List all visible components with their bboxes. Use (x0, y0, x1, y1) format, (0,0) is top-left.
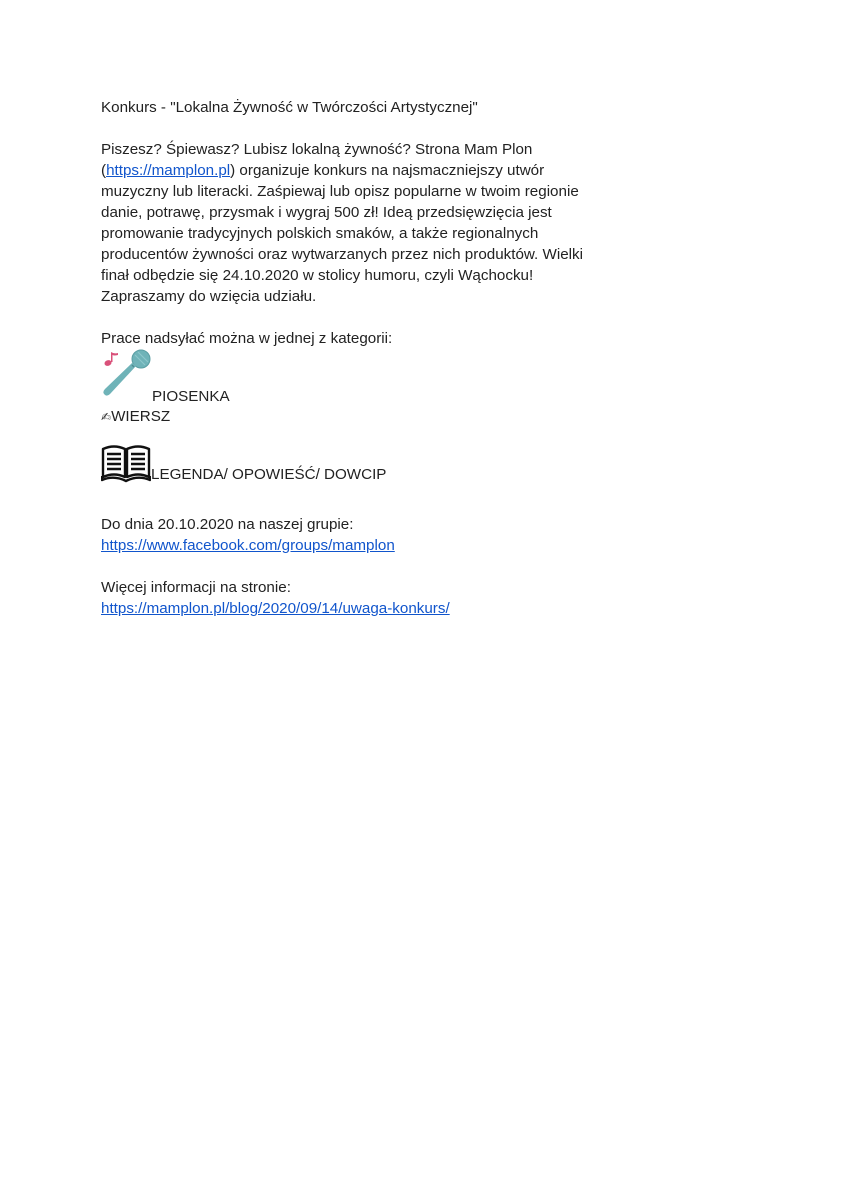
intro-paragraph (101, 139, 621, 307)
spacer (101, 493, 621, 514)
contest-title: Konkurs - "Lokalna Żywność w Twórczości Artystycznej" (101, 99, 478, 116)
intro-line: promowanie tradycyjnych polskich smaków, a także regionalnych (101, 225, 539, 242)
category-legend-label: LEGENDA/ OPOWIEŚĆ/ DOWCIP (151, 466, 387, 483)
categories-intro: Prace nadsyłać można w jednej z kategorii: (101, 330, 393, 347)
open-book-icon (101, 443, 151, 483)
category-song-label: PIOSENKA (152, 388, 230, 405)
category-poem-label: WIERSZ (111, 408, 171, 425)
intro-line: producentów żywności oraz wytwarzanych przez nich produktów. Wielki (101, 246, 583, 263)
microphone-icon (101, 349, 151, 399)
category-song (101, 349, 621, 406)
intro-line (101, 160, 621, 181)
mamplon-link[interactable]: https://mamplon.pl (106, 162, 231, 179)
intro-line: Zapraszamy do wzięcia udziału. (101, 288, 317, 305)
spacer (101, 118, 621, 139)
intro-line: Piszesz? Śpiewasz? Lubisz lokalną żywność? Strona Mam Plon (101, 141, 533, 158)
intro-line: muzyczny lub literacki. Zaśpiewaj lub opisz popularne w twoim regionie (101, 183, 579, 200)
category-legend (101, 443, 621, 493)
writing-hand-icon: ✍ (101, 410, 112, 424)
document-page (101, 97, 621, 619)
intro-line: danie, potrawę, przysmak i wygraj 500 zł! Ideą przedsięwzięcia jest (101, 204, 552, 221)
category-poem (101, 406, 621, 427)
intro-paren: ( (101, 162, 107, 179)
blog-post-link[interactable]: https://mamplon.pl/blog/2020/09/14/uwaga-konkurs/ (101, 600, 450, 617)
facebook-group-link[interactable]: https://www.facebook.com/groups/mamplon (101, 537, 395, 554)
deadline-text: Do dnia 20.10.2020 na naszej grupie: (101, 516, 354, 533)
intro-line: finał odbędzie się 24.10.2020 w stolicy humoru, czyli Wąchocku! (101, 267, 534, 284)
spacer (101, 307, 621, 328)
intro-line-rest: ) organizuje konkurs na najsmaczniejszy utwór (230, 162, 545, 179)
more-info-text: Więcej informacji na stronie: (101, 579, 291, 596)
spacer (101, 556, 621, 577)
